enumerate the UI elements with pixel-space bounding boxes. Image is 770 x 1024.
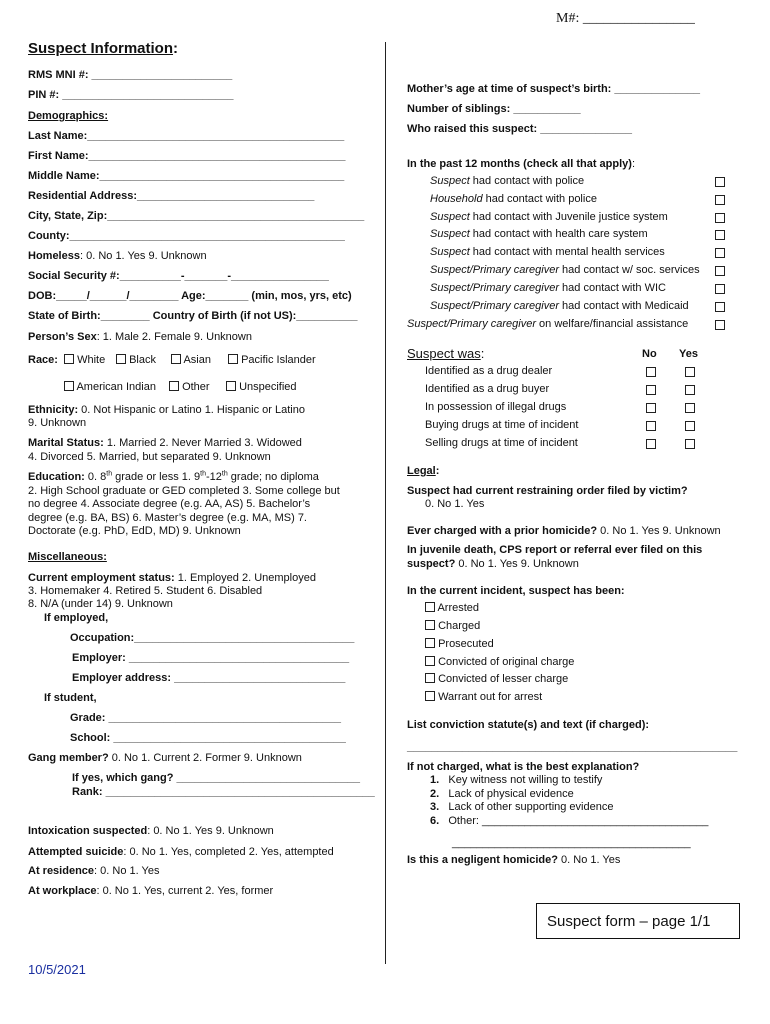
juvenile-field[interactable]: [407, 557, 579, 571]
race-black[interactable]: [116, 353, 156, 367]
conviction-question: List conviction statute(s) and text (if charged):: [407, 719, 650, 731]
suspect-was-item: Identified as a drug buyer: [425, 383, 550, 395]
residence-options: : 0. No 1. Yes: [94, 865, 160, 877]
checkbox-icon[interactable]: [715, 248, 725, 258]
checkbox-icon[interactable]: [685, 385, 695, 395]
incident-option-label: Prosecuted: [438, 638, 494, 650]
incident-option-label: Warrant out for arrest: [438, 691, 543, 703]
workplace-label: At workplace: [28, 885, 97, 897]
explanation-option[interactable]: [430, 814, 708, 828]
past12-item: [430, 245, 665, 259]
occupation-field[interactable]: Occupation:____________________________________: [70, 632, 355, 644]
education-line: no degree 4. Associate degree (e.g. AA, AS) 5. Bachelor’s: [28, 498, 311, 510]
workplace-options: : 0. No 1. Yes, current 2. Yes, former: [96, 885, 274, 897]
checkbox-icon[interactable]: [646, 367, 656, 377]
restraining-order-options[interactable]: 0. No 1. Yes: [425, 498, 485, 510]
ethnicity-field[interactable]: [28, 403, 305, 417]
explanation-option[interactable]: [430, 787, 574, 801]
past12-item: [430, 281, 666, 295]
superscript: th: [221, 470, 228, 478]
checkbox-icon[interactable]: [685, 439, 695, 449]
item-text: had contact with health care system: [469, 228, 648, 240]
item-text: had contact with Juvenile justice system: [469, 211, 668, 223]
race-option-label: Other: [182, 381, 210, 393]
employment-field[interactable]: [28, 571, 316, 585]
section-title: [28, 42, 178, 56]
gang-label: Gang member?: [28, 752, 109, 764]
past12-item: [430, 227, 648, 241]
checkbox-icon: [425, 602, 435, 612]
column-divider: [385, 42, 386, 964]
negligent-options: 0. No 1. Yes: [557, 854, 621, 866]
checkbox-icon: [169, 381, 179, 391]
past12-item: [430, 263, 700, 277]
checkbox-icon[interactable]: [715, 213, 725, 223]
suspect-was-item: Buying drugs at time of incident: [425, 419, 579, 431]
checkbox-icon[interactable]: [715, 302, 725, 312]
school-field[interactable]: School: ______________________________________: [70, 732, 346, 744]
option-number: 3.: [430, 801, 440, 813]
employment-options-cont: 3. Homemaker 4. Retired 5. Student 6. Disabled: [28, 585, 263, 597]
option-number: 2.: [430, 788, 440, 800]
gang-member-field[interactable]: [28, 751, 302, 765]
miscellaneous-heading: Miscellaneous:: [28, 551, 107, 563]
incident-option[interactable]: [425, 601, 479, 615]
option-text: Key witness not willing to testify: [448, 774, 603, 786]
checkbox-icon[interactable]: [646, 403, 656, 413]
item-subject: Suspect/Primary caregiver: [430, 282, 559, 294]
past-12-label: In the past 12 months (check all that apply): [407, 158, 632, 170]
colon: :: [480, 346, 485, 361]
checkbox-icon: [171, 354, 181, 364]
option-number: 1.: [430, 774, 440, 786]
colon: :: [631, 158, 635, 170]
colon: :: [435, 465, 440, 477]
juvenile-question: In juvenile death, CPS report or referral ever filed on this: [407, 544, 703, 556]
item-text: on welfare/financial assistance: [536, 318, 689, 330]
race-option-label: American Indian: [76, 381, 156, 393]
rms-mni-field[interactable]: RMS MNI #: _______________________: [28, 69, 233, 81]
suspect-was-item: In possession of illegal drugs: [425, 401, 567, 413]
residential-address-field[interactable]: Residential Address:_____________________________: [28, 190, 315, 202]
attempted-suicide-field[interactable]: [28, 845, 334, 859]
checkbox-icon[interactable]: [646, 385, 656, 395]
form-date: 10/5/2021: [28, 962, 86, 977]
past-12-months-heading: [407, 157, 635, 171]
juvenile-question-cont: suspect?: [407, 558, 456, 570]
if-student-label: If student,: [44, 692, 97, 704]
item-text: had contact with WIC: [559, 282, 666, 294]
checkbox-icon: [64, 381, 74, 391]
first-name-field[interactable]: First Name:__________________________________________: [28, 150, 346, 162]
if-employed-label: If employed,: [44, 612, 109, 624]
option-text: Lack of other supporting evidence: [448, 801, 614, 813]
marital-label: Marital Status:: [28, 437, 104, 449]
incident-option[interactable]: [425, 672, 568, 686]
checkbox-icon[interactable]: [715, 266, 725, 276]
suspect-was-item: Selling drugs at time of incident: [425, 437, 578, 449]
title-colon: :: [173, 40, 179, 57]
middle-name-field[interactable]: Middle Name:________________________________________: [28, 170, 345, 182]
page-label-box: Suspect form – page 1/1: [536, 903, 740, 939]
checkbox-icon[interactable]: [715, 230, 725, 240]
race-option-label: Black: [129, 354, 156, 366]
education-text: grade or less 1. 9: [112, 471, 201, 483]
item-subject: Suspect: [430, 246, 470, 258]
suspect-was-label: Suspect was: [407, 346, 481, 361]
sex-field[interactable]: [28, 330, 252, 344]
race-white[interactable]: [64, 353, 105, 367]
prior-homicide-options: 0. No 1. Yes 9. Unknown: [597, 525, 721, 537]
incident-option-label: Charged: [438, 620, 481, 632]
residence-label: At residence: [28, 865, 95, 877]
last-name-field[interactable]: Last Name:__________________________________________: [28, 130, 345, 142]
explanation-option[interactable]: [430, 800, 613, 814]
marital-options-cont: 4. Divorced 5. Married, but separated 9. Unknown: [28, 451, 271, 463]
item-text: had contact with mental health services: [469, 246, 665, 258]
education-text: grade; no diploma: [227, 471, 319, 483]
incident-option[interactable]: [425, 655, 574, 669]
ethnicity-options-cont: 9. Unknown: [28, 417, 87, 429]
suicide-label: Attempted suicide: [28, 846, 124, 858]
sex-label: Person’s Sex: [28, 331, 97, 343]
ethnicity-label: Ethnicity:: [28, 404, 79, 416]
prior-homicide-question: Ever charged with a prior homicide?: [407, 525, 598, 537]
race-pacific-islander[interactable]: [228, 353, 316, 367]
checkbox-icon[interactable]: [715, 284, 725, 294]
checkbox-icon: [228, 354, 238, 364]
juvenile-options: 0. No 1. Yes 9. Unknown: [455, 558, 579, 570]
pin-field[interactable]: PIN #: ____________________________: [28, 89, 234, 101]
race-label: Race:: [28, 354, 58, 366]
intoxication-label: Intoxication suspected: [28, 825, 148, 837]
race-asian[interactable]: [171, 353, 211, 367]
incident-option-label: Convicted of lesser charge: [438, 673, 569, 685]
race-option-label: Unspecified: [239, 381, 297, 393]
conviction-answer-line[interactable]: ______________________________________________________: [407, 741, 738, 753]
item-subject: Suspect: [430, 175, 470, 187]
homeless-options: : 0. No 1. Yes 9. Unknown: [79, 250, 207, 262]
explanation-option[interactable]: [430, 773, 602, 787]
checkbox-icon: [425, 673, 435, 683]
incident-question: In the current incident, suspect has been:: [407, 585, 625, 597]
intoxication-field[interactable]: [28, 824, 274, 838]
race-option-label: White: [77, 354, 106, 366]
marital-field[interactable]: [28, 436, 302, 450]
item-subject: Household: [430, 193, 483, 205]
checkbox-icon: [425, 638, 435, 648]
county-field[interactable]: County:_____________________________________________: [28, 230, 345, 242]
city-state-zip-field[interactable]: City, State, Zip:__________________________________________: [28, 210, 365, 222]
homeless-field[interactable]: [28, 249, 207, 263]
state-country-birth-field[interactable]: State of Birth:________ Country of Birth (if not US):__________: [28, 310, 358, 322]
checkbox-icon: [226, 381, 236, 391]
suspect-was-item: Identified as a drug dealer: [425, 365, 553, 377]
item-text: had contact with Medicaid: [559, 300, 689, 312]
dob-age-field[interactable]: DOB:_____/______/________ Age:_______ (min, mos, yrs, etc): [28, 290, 352, 302]
race-unspecified[interactable]: [226, 380, 297, 394]
column-yes-header: Yes: [679, 348, 698, 360]
negligent-homicide-field[interactable]: [407, 853, 620, 867]
sex-options: : 1. Male 2. Female 9. Unknown: [96, 331, 252, 343]
checkbox-icon: [64, 354, 74, 364]
checkbox-icon[interactable]: [646, 439, 656, 449]
ethnicity-options: 0. Not Hispanic or Latino 1. Hispanic or Latino: [78, 404, 305, 416]
item-subject: Suspect/Primary caregiver: [430, 300, 559, 312]
checkbox-icon: [425, 620, 435, 630]
homeless-label: Homeless: [28, 250, 80, 262]
race-option-label: Pacific Islander: [241, 354, 316, 366]
education-line: Doctorate (e.g. PhD, EdD, MD) 9. Unknown: [28, 525, 241, 537]
gang-options: 0. No 1. Current 2. Former 9. Unknown: [108, 752, 302, 764]
item-text: had contact with police: [482, 193, 597, 205]
item-subject: Suspect: [430, 211, 470, 223]
checkbox-icon[interactable]: [685, 367, 695, 377]
suspect-information-heading: Suspect Information: [28, 40, 174, 57]
raised-by-field[interactable]: Who raised this suspect: _______________: [407, 123, 633, 135]
suspect-was-heading: [407, 347, 484, 361]
education-text: 0. 8: [84, 471, 107, 483]
item-subject: Suspect/Primary caregiver: [430, 264, 559, 276]
item-text: had contact w/ soc. services: [559, 264, 700, 276]
education-text: -12: [206, 471, 222, 483]
education-label: Education:: [28, 471, 85, 483]
checkbox-icon: [116, 354, 126, 364]
ssn-field[interactable]: Social Security #:__________-_______-________________: [28, 270, 329, 282]
restraining-order-question: Suspect had current restraining order filed by victim?: [407, 485, 688, 497]
siblings-field[interactable]: Number of siblings: ___________: [407, 103, 581, 115]
past12-item: [407, 317, 688, 331]
employment-options-cont: 8. N/A (under 14) 9. Unknown: [28, 598, 173, 610]
past12-item: [430, 210, 668, 224]
education-line: degree (e.g. BA, BS) 6. Master’s degree (e.g. MA, MS) 7.: [28, 512, 307, 524]
rank-field[interactable]: Rank: ____________________________________________: [72, 786, 375, 798]
employer-field[interactable]: Employer: ____________________________________: [72, 652, 350, 664]
option-number: 6.: [430, 815, 440, 827]
legal-label: Legal: [407, 465, 436, 477]
which-gang-field[interactable]: If yes, which gang? ______________________________: [72, 772, 361, 784]
past12-item: [430, 192, 597, 206]
checkbox-icon[interactable]: [685, 403, 695, 413]
incident-option-label: Arrested: [437, 602, 480, 614]
at-residence-field[interactable]: [28, 864, 159, 878]
at-workplace-field[interactable]: [28, 884, 273, 898]
item-subject: Suspect/Primary caregiver: [407, 318, 536, 330]
option-text: Other: _____________________________________: [448, 815, 709, 827]
negligent-question: Is this a negligent homicide?: [407, 854, 558, 866]
past12-item: [430, 174, 584, 188]
grade-field[interactable]: Grade: ______________________________________: [70, 712, 341, 724]
item-text: had contact with police: [469, 175, 585, 187]
option-text: Lack of physical evidence: [448, 788, 574, 800]
superscript: th: [200, 470, 206, 478]
incident-option[interactable]: [425, 637, 494, 651]
race-other[interactable]: [169, 380, 210, 394]
other-explanation-line[interactable]: _______________________________________: [452, 837, 691, 849]
not-charged-question: If not charged, what is the best explanation?: [407, 761, 640, 773]
past12-item: [430, 299, 689, 313]
intoxication-options: : 0. No 1. Yes 9. Unknown: [147, 825, 274, 837]
m-number-field[interactable]: M#: ________________: [556, 11, 695, 26]
education-field[interactable]: [28, 470, 319, 484]
legal-heading: [407, 464, 439, 478]
checkbox-icon[interactable]: [715, 195, 725, 205]
checkbox-icon[interactable]: [715, 177, 725, 187]
employment-options: 1. Employed 2. Unemployed: [174, 572, 316, 584]
marital-options: 1. Married 2. Never Married 3. Widowed: [103, 437, 302, 449]
column-no-header: No: [642, 348, 657, 360]
race-option-label: Asian: [183, 354, 211, 366]
checkbox-icon: [425, 691, 435, 701]
demographics-heading: Demographics:: [28, 110, 109, 122]
prior-homicide-field[interactable]: [407, 524, 721, 538]
incident-option-label: Convicted of original charge: [438, 656, 575, 668]
employment-label: Current employment status:: [28, 572, 175, 584]
education-line: 2. High School graduate or GED completed 3. Some college but: [28, 485, 340, 497]
employer-address-field[interactable]: Employer address: ____________________________: [72, 672, 346, 684]
race-american-indian[interactable]: [64, 380, 156, 394]
incident-option[interactable]: [425, 690, 542, 704]
checkbox-icon[interactable]: [715, 320, 725, 330]
item-subject: Suspect: [430, 228, 470, 240]
suicide-options: : 0. No 1. Yes, completed 2. Yes, attempted: [123, 846, 334, 858]
mother-age-field[interactable]: Mother’s age at time of suspect’s birth: ______________: [407, 83, 701, 95]
incident-option[interactable]: [425, 619, 480, 633]
checkbox-icon[interactable]: [685, 421, 695, 431]
checkbox-icon[interactable]: [646, 421, 656, 431]
checkbox-icon: [425, 656, 435, 666]
superscript: th: [106, 470, 113, 478]
